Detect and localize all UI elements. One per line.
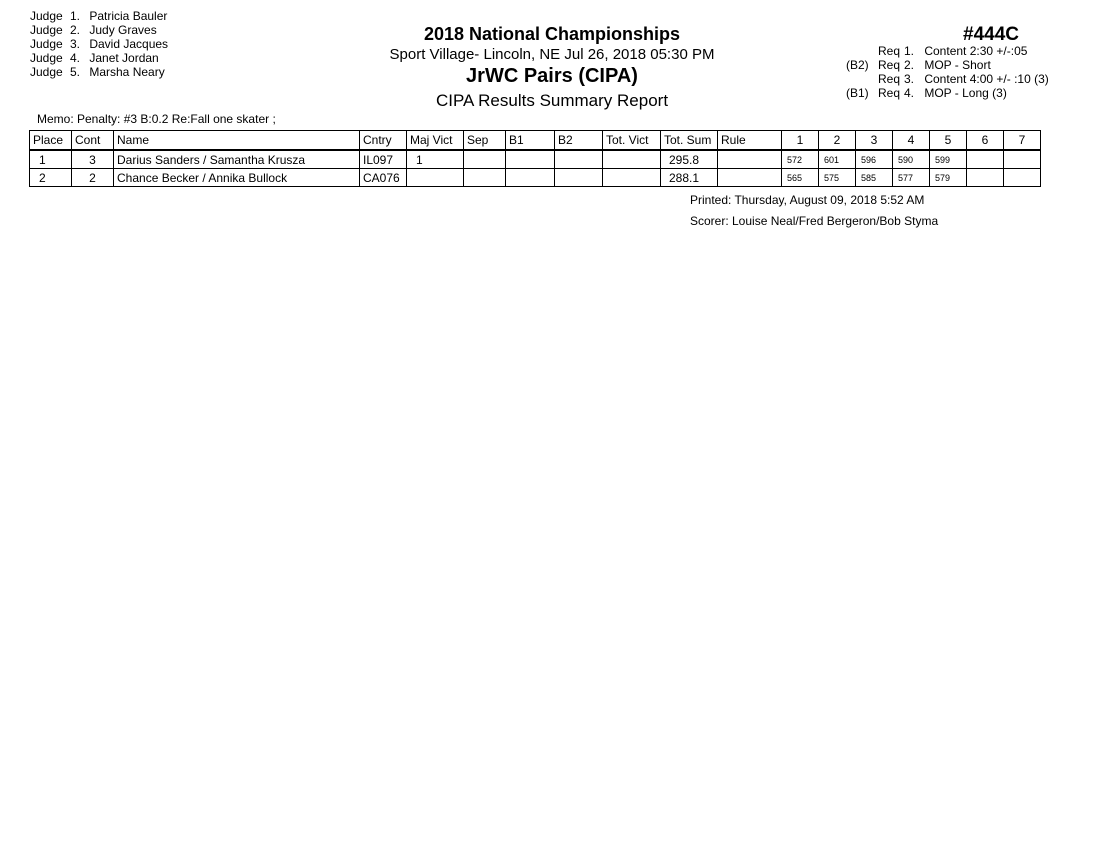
cell-cont: 2: [72, 169, 114, 187]
cell-cont: 3: [72, 150, 114, 169]
cell-rule: [718, 169, 782, 187]
cell-judge-1: 572: [782, 150, 819, 169]
cell-judge-4: 577: [893, 169, 930, 187]
cell-name: Darius Sanders / Samantha Krusza: [114, 150, 360, 169]
cell-judge-4: 590: [893, 150, 930, 169]
table-header-row: [30, 131, 1041, 151]
event-title: JrWC Pairs (CIPA): [466, 65, 638, 87]
judge-entry: Judge 1. Patricia Bauler: [30, 9, 168, 23]
cell-judge-3: 596: [856, 150, 893, 169]
judge-entry: Judge 3. David Jacques: [30, 37, 169, 51]
cell-maj-vict: 1: [407, 150, 464, 169]
cell-sep: [464, 169, 506, 187]
col-place: Place: [30, 131, 72, 151]
judge-name: Patricia Bauler: [89, 9, 168, 23]
judge-name: Janet Jordan: [89, 51, 159, 65]
col-tot-sum: Tot. Sum: [661, 131, 718, 151]
memo: Memo: Penalty: #3 B:0.2 Re:Fall one skater ;: [37, 112, 276, 126]
cell-b2: [555, 169, 603, 187]
col-judge-3: 3: [856, 131, 893, 151]
cell-tot-vict: [603, 150, 661, 169]
col-judge-1: 1: [782, 131, 819, 151]
cell-judge-6: [967, 150, 1004, 169]
judge-name: David Jacques: [89, 37, 169, 51]
judge-name: Marsha Neary: [89, 65, 165, 79]
cell-cntry: CA076: [360, 169, 407, 187]
col-judge-7: 7: [1004, 131, 1041, 151]
cell-tot-vict: [603, 169, 661, 187]
cell-judge-1: 565: [782, 169, 819, 187]
cell-b1: [506, 169, 555, 187]
cell-place: 1: [30, 150, 72, 169]
cell-judge-7: [1004, 150, 1041, 169]
judges-list: [30, 9, 168, 79]
col-judge-6: 6: [967, 131, 1004, 151]
cell-maj-vict: [407, 169, 464, 187]
col-cont: Cont: [72, 131, 114, 151]
cell-b1: [506, 150, 555, 169]
col-b1: B1: [506, 131, 555, 151]
requirement-entry: (B2) Req 2. MOP - Short: [846, 58, 991, 72]
col-judge-4: 4: [893, 131, 930, 151]
col-name: Name: [114, 131, 360, 151]
col-judge-5: 5: [930, 131, 967, 151]
col-b2: B2: [555, 131, 603, 151]
table-row: [30, 169, 1041, 187]
printed-timestamp: Printed: Thursday, August 09, 2018 5:52 AM: [690, 193, 925, 207]
cell-judge-5: 579: [930, 169, 967, 187]
cell-place: 2: [30, 169, 72, 187]
event-number: #444C: [963, 24, 1019, 45]
cell-rule: [718, 150, 782, 169]
cell-judge-2: 575: [819, 169, 856, 187]
cell-judge-2: 601: [819, 150, 856, 169]
cell-b2: [555, 150, 603, 169]
col-cntry: Cntry: [360, 131, 407, 151]
cell-tot-sum: 295.8: [661, 150, 718, 169]
requirement-entry: Req 1. Content 2:30 +/-:05: [878, 44, 1028, 58]
cell-tot-sum: 288.1: [661, 169, 718, 187]
cell-cntry: IL097: [360, 150, 407, 169]
col-rule: Rule: [718, 131, 782, 151]
cell-sep: [464, 150, 506, 169]
col-maj-vict: Maj Vict: [407, 131, 464, 151]
requirement-entry: (B1) Req 4. MOP - Long (3): [846, 86, 1007, 100]
requirement-entry: Req 3. Content 4:00 +/- :10 (3): [878, 72, 1049, 86]
cell-judge-3: 585: [856, 169, 893, 187]
scorer-list: Scorer: Louise Neal/Fred Bergeron/Bob Styma: [690, 214, 939, 228]
cell-judge-6: [967, 169, 1004, 187]
results-table: [29, 130, 1041, 187]
col-sep: Sep: [464, 131, 506, 151]
competition-title: 2018 National Championships: [423, 24, 681, 44]
judge-entry: Judge 4. Janet Jordan: [30, 51, 159, 65]
col-judge-2: 2: [819, 131, 856, 151]
judge-entry: Judge 5. Marsha Neary: [30, 65, 165, 79]
cell-judge-7: [1004, 169, 1041, 187]
cell-judge-5: 599: [930, 150, 967, 169]
col-tot-vict: Tot. Vict: [603, 131, 661, 151]
venue-datetime: Sport Village- Lincoln, NE Jul 26, 2018 05:30 PM: [389, 46, 715, 63]
judge-entry: Judge 2. Judy Graves: [30, 23, 157, 37]
cell-name: Chance Becker / Annika Bullock: [114, 169, 360, 187]
requirements-list: [846, 44, 1049, 100]
judge-name: Judy Graves: [89, 23, 157, 37]
table-row: [30, 150, 1041, 169]
report-title: CIPA Results Summary Report: [435, 91, 669, 110]
